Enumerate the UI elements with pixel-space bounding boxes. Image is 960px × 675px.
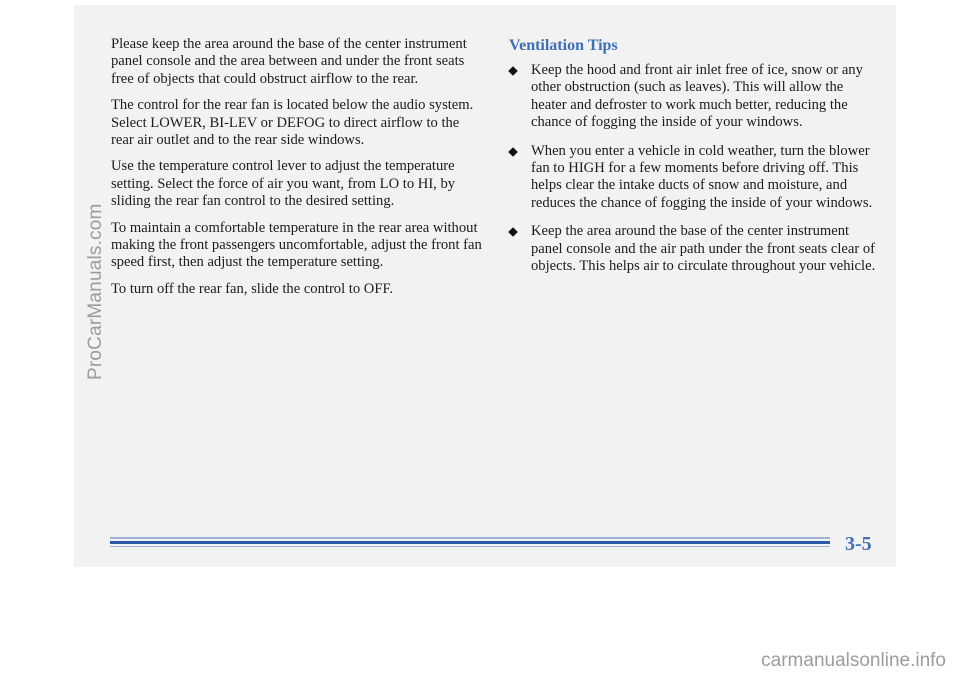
bullet-icon bbox=[508, 66, 518, 76]
paragraph: To turn off the rear fan, slide the control to OFF. bbox=[111, 280, 394, 297]
tip-item bbox=[509, 62, 881, 132]
section-heading: Ventilation Tips bbox=[509, 37, 618, 54]
paragraph: The control for the rear fan is located below the audio system. Select LOWER, BI-LEV or DEFOG to direct airflow to the rear air outlet and to the rear side windows. bbox=[111, 97, 474, 149]
tip-text: Keep the area around the base of the center instrument panel console and the air path under the front seats clear of objects. This helps air to circulate throughout your vehicle. bbox=[531, 223, 876, 275]
left-column bbox=[111, 36, 483, 307]
tips-list bbox=[509, 62, 881, 275]
bottom-watermark: carmanualsonline.info bbox=[761, 650, 946, 671]
tip-text: When you enter a vehicle in cold weather, turn the blower fan to HIGH for a few moments before driving off. This helps clear the intake ducts of snow and moisture, and reduces the chance of fogging the inside of your windows. bbox=[531, 142, 873, 211]
footer-rule bbox=[110, 537, 830, 547]
paragraph: Use the temperature control lever to adjust the temperature setting. Select the force of air you want, from LO to HI, by sliding the rear fan control to the desired setting. bbox=[111, 158, 456, 210]
bullet-icon bbox=[508, 147, 518, 157]
paragraph: To maintain a comfortable temperature in the rear area without making the front passengers uncomfortable, adjust the front fan speed first, then adjust the temperature setting. bbox=[111, 219, 482, 271]
tip-item bbox=[509, 223, 881, 275]
bullet-icon bbox=[508, 227, 518, 237]
side-watermark: ProCarManuals.com bbox=[85, 203, 106, 380]
tip-text: Keep the hood and front air inlet free of ice, snow or any other obstruction (such as leaves). This will allow the heater and defroster to work much better, reducing the chance of fogging the inside of your windows. bbox=[531, 62, 863, 131]
tip-item bbox=[509, 143, 881, 213]
page-number: 3-5 bbox=[845, 533, 872, 555]
right-column bbox=[509, 36, 881, 286]
paragraph: Please keep the area around the base of the center instrument panel console and the area between and under the front seats free of objects that could obstruct airflow to the rear. bbox=[111, 36, 467, 87]
